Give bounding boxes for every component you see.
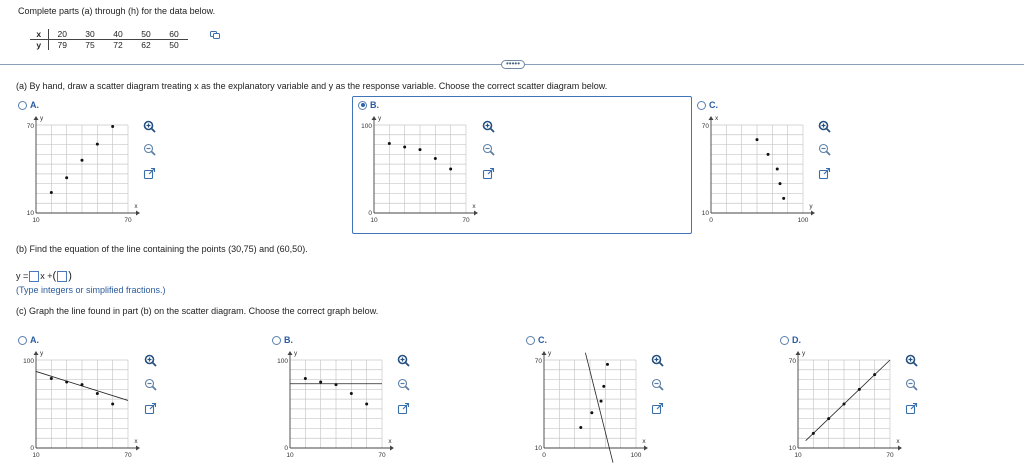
zoom-out-icon[interactable] [650, 377, 664, 391]
y-axis-label: y [40, 115, 44, 122]
data-point [858, 388, 861, 391]
part-a-option-c[interactable] [697, 100, 718, 110]
zoom-in-icon[interactable] [904, 353, 918, 367]
x-axis-label: x [472, 203, 476, 210]
x-max-label: 100 [797, 217, 809, 224]
data-point [111, 403, 114, 406]
line-plot-b [276, 350, 396, 462]
table-x-cell: 20 [48, 29, 76, 40]
option-letter: A. [30, 100, 39, 110]
y-axis-label: y [294, 350, 298, 357]
data-point [767, 153, 770, 156]
data-point [365, 403, 368, 406]
data-point [96, 143, 99, 146]
y-max-label: 100 [23, 358, 34, 365]
zoom-out-icon[interactable] [142, 142, 156, 156]
y-min-label: 10 [701, 210, 709, 217]
answer-hint: (Type integers or simplified fractions.) [16, 285, 166, 295]
x-max-label: 100 [630, 452, 642, 459]
part-c-option-d[interactable] [780, 335, 801, 345]
fitted-line [585, 353, 613, 463]
x-max-label: 70 [378, 452, 386, 459]
data-point [449, 168, 452, 171]
x-axis-label: x [896, 438, 900, 445]
data-point [602, 385, 605, 388]
y-max-label: 70 [26, 123, 34, 130]
table-y-label: y [30, 40, 48, 51]
option-letter: B. [284, 335, 293, 345]
radio-button[interactable] [780, 336, 789, 345]
zoom-in-icon[interactable] [142, 119, 156, 133]
data-point [304, 377, 307, 380]
zoom-in-icon[interactable] [817, 119, 831, 133]
data-point [600, 400, 603, 403]
data-point [606, 363, 609, 366]
popout-icon[interactable] [904, 401, 918, 415]
x-axis-arrow [136, 211, 140, 216]
radio-button[interactable] [272, 336, 281, 345]
x-min-label: 10 [286, 452, 294, 459]
data-point [350, 392, 353, 395]
table-x-cell: 30 [76, 29, 104, 40]
zoom-in-icon[interactable] [650, 353, 664, 367]
x-min-label: 10 [32, 217, 40, 224]
zoom-out-icon[interactable] [904, 377, 918, 391]
y-max-label: 100 [361, 123, 372, 130]
table-y-cell: 79 [57, 40, 67, 50]
table-x-cell: 40 [104, 29, 132, 40]
popout-icon[interactable] [817, 166, 831, 180]
zoom-in-icon[interactable] [396, 353, 410, 367]
x-axis-arrow [644, 446, 648, 451]
data-point [419, 148, 422, 151]
zoom-in-icon[interactable] [143, 353, 157, 367]
y-axis-label: x [715, 115, 719, 122]
table-x-cell: 50 [132, 29, 160, 40]
copy-icon[interactable] [210, 30, 220, 41]
y-max-label: 70 [534, 358, 542, 365]
table-y-cell: 75 [85, 40, 95, 50]
y-axis-label: y [40, 350, 44, 357]
data-point [782, 197, 785, 200]
data-table [30, 29, 188, 50]
option-letter: D. [792, 335, 801, 345]
data-point [873, 373, 876, 376]
radio-button-selected[interactable] [358, 101, 367, 110]
part-c-option-a[interactable] [18, 335, 39, 345]
x-axis-label: x [388, 438, 392, 445]
data-point [776, 168, 779, 171]
scatter-plot-a [22, 115, 142, 227]
y-axis-arrow [288, 351, 293, 355]
data-point [111, 125, 114, 128]
x-max-label: 70 [124, 452, 132, 459]
data-point [81, 383, 84, 386]
data-point [388, 142, 391, 145]
x-axis-label: y [809, 203, 813, 210]
popout-icon[interactable] [481, 166, 495, 180]
part-b-prompt: (b) Find the equation of the line containing the points (30,75) and (60,50). [16, 244, 308, 254]
x-axis-label: x [134, 203, 138, 210]
y-max-label: 70 [788, 358, 796, 365]
equation-middle: x + [40, 271, 53, 281]
y-min-label: 10 [788, 445, 796, 452]
data-point [96, 392, 99, 395]
line-plot-d [784, 350, 904, 462]
option-letter: B. [370, 100, 379, 110]
part-a-option-a[interactable] [18, 100, 39, 110]
data-point [779, 182, 782, 185]
part-c-option-c[interactable] [526, 335, 547, 345]
y-axis-label: y [548, 350, 552, 357]
y-axis-arrow [796, 351, 801, 355]
data-point [50, 377, 53, 380]
y-max-label: 100 [277, 358, 288, 365]
x-axis-arrow [811, 211, 815, 216]
x-axis-arrow [390, 446, 394, 451]
y-axis-arrow [372, 116, 377, 120]
data-point [81, 159, 84, 162]
equation-prefix: y = [16, 271, 29, 281]
scatter-plot-b [360, 115, 480, 227]
part-a-option-b[interactable] [358, 100, 379, 110]
zoom-out-icon[interactable] [817, 142, 831, 156]
data-point [403, 146, 406, 149]
y-min-label: 0 [368, 210, 372, 217]
option-letter: A. [30, 335, 39, 345]
data-point [827, 417, 830, 420]
y-min-label: 0 [284, 445, 288, 452]
paren-close: ) [68, 270, 72, 282]
x-axis-arrow [474, 211, 478, 216]
zoom-out-icon[interactable] [396, 377, 410, 391]
x-min-label: 10 [794, 452, 802, 459]
data-point [335, 383, 338, 386]
table-x-label: x [30, 29, 48, 40]
part-c-option-b[interactable] [272, 335, 293, 345]
y-max-label: 70 [701, 123, 709, 130]
data-point [65, 381, 68, 384]
x-min-label: 10 [32, 452, 40, 459]
x-min-label: 0 [709, 217, 713, 224]
part-a-prompt: (a) By hand, draw a scatter diagram treating x as the explanatory variable and y as the response variable. Choose the correct scatter diagram below. [16, 81, 608, 91]
data-point [812, 432, 815, 435]
x-axis-arrow [898, 446, 902, 451]
option-letter: C. [709, 100, 718, 110]
question-heading: Complete parts (a) through (h) for the data below. [18, 6, 216, 16]
intercept-input[interactable] [57, 271, 67, 282]
x-min-label: 0 [542, 452, 546, 459]
y-axis-arrow [34, 351, 39, 355]
radio-button[interactable] [526, 336, 535, 345]
popout-icon[interactable] [650, 401, 664, 415]
x-max-label: 70 [886, 452, 894, 459]
paren-open: ( [52, 270, 57, 282]
y-min-label: 10 [534, 445, 542, 452]
data-point [50, 191, 53, 194]
data-point [590, 411, 593, 414]
y-axis-label: y [802, 350, 806, 357]
data-point [65, 176, 68, 179]
data-point [756, 138, 759, 141]
table-y-cell: 72 [113, 40, 123, 50]
part-c-prompt: (c) Graph the line found in part (b) on the scatter diagram. Choose the correct graph below. [16, 306, 379, 316]
x-max-label: 70 [462, 217, 470, 224]
x-min-label: 10 [370, 217, 378, 224]
equation-answer [16, 270, 72, 282]
x-max-label: 70 [124, 217, 132, 224]
zoom-in-icon[interactable] [481, 119, 495, 133]
table-x-cell: 60 [160, 29, 188, 40]
line-plot-c [530, 350, 650, 462]
y-axis-label: y [378, 115, 382, 122]
table-y-cell: 50 [169, 40, 179, 50]
line-plot-a [22, 350, 142, 462]
x-axis-label: x [134, 438, 138, 445]
data-point [434, 157, 437, 160]
slope-input[interactable] [29, 271, 39, 282]
y-min-label: 10 [26, 210, 34, 217]
x-axis-label: x [642, 438, 646, 445]
popout-icon[interactable] [143, 401, 157, 415]
y-axis-arrow [34, 116, 39, 120]
data-point [579, 426, 582, 429]
table-y-cell: 62 [141, 40, 151, 50]
option-letter: C. [538, 335, 547, 345]
popout-icon[interactable] [142, 166, 156, 180]
y-min-label: 0 [30, 445, 34, 452]
data-point [319, 381, 322, 384]
zoom-out-icon[interactable] [481, 142, 495, 156]
scatter-plot-c [697, 115, 817, 227]
zoom-out-icon[interactable] [143, 377, 157, 391]
y-axis-arrow [709, 116, 714, 120]
radio-button[interactable] [18, 101, 27, 110]
expand-button[interactable]: ••••• [501, 60, 525, 69]
radio-button[interactable] [18, 336, 27, 345]
radio-button[interactable] [697, 101, 706, 110]
y-axis-arrow [542, 351, 547, 355]
x-axis-arrow [136, 446, 140, 451]
data-point [843, 403, 846, 406]
popout-icon[interactable] [396, 401, 410, 415]
